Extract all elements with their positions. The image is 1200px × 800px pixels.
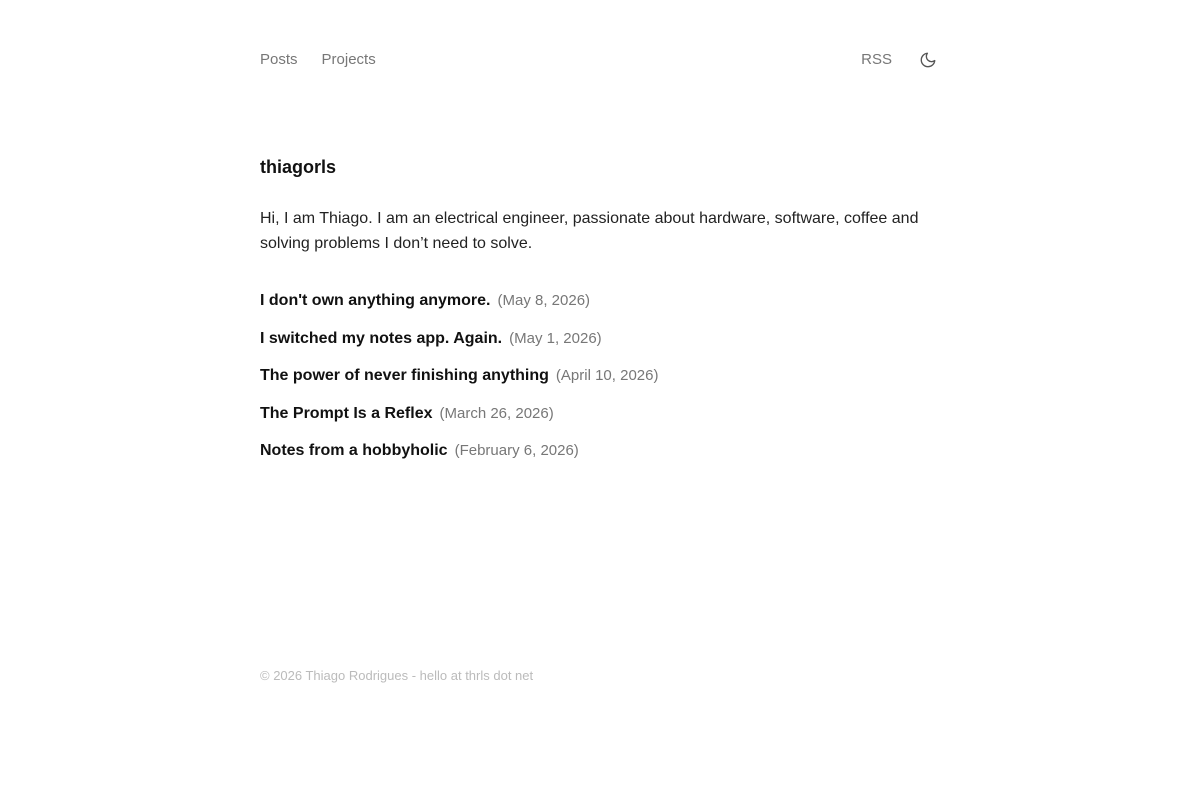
nav-left (260, 48, 400, 72)
post-date: (May 1, 2026) (509, 329, 602, 347)
post-link[interactable]: I switched my notes app. Again. (260, 329, 503, 347)
post-date: (April 10, 2026) (555, 367, 659, 384)
list-item (260, 402, 658, 440)
post-date: (March 26, 2026) (439, 404, 554, 422)
top-nav (260, 48, 940, 72)
nav-rss-link[interactable]: RSS (861, 51, 892, 68)
post-link[interactable]: The Prompt Is a Reflex (260, 404, 433, 422)
post-link[interactable]: Notes from a hobbyholic (260, 442, 448, 459)
theme-toggle-button[interactable] (918, 48, 938, 72)
post-date: (May 8, 2026) (497, 292, 591, 309)
list-item (260, 327, 658, 365)
nav-right (861, 48, 940, 72)
post-link[interactable]: I don't own anything anymore. (260, 292, 491, 309)
post-list (260, 289, 658, 477)
list-item (260, 289, 658, 327)
footer-text: © 2026 Thiago Rodrigues - hello at thrls dot net (260, 668, 534, 683)
post-date: (February 6, 2026) (454, 442, 579, 459)
site-title: thiagorls (260, 157, 337, 177)
post-link[interactable]: The power of never finishing anything (260, 367, 549, 384)
moon-icon (919, 51, 937, 69)
nav-posts-link[interactable]: Posts (260, 51, 298, 68)
list-item (260, 364, 658, 402)
nav-projects-link[interactable]: Projects (321, 51, 376, 68)
list-item (260, 439, 658, 477)
intro-text: Hi, I am Thiago. I am an electrical engineer, passionate about hardware, software, coffee and solving problems I don’t need to solve. (260, 210, 919, 252)
